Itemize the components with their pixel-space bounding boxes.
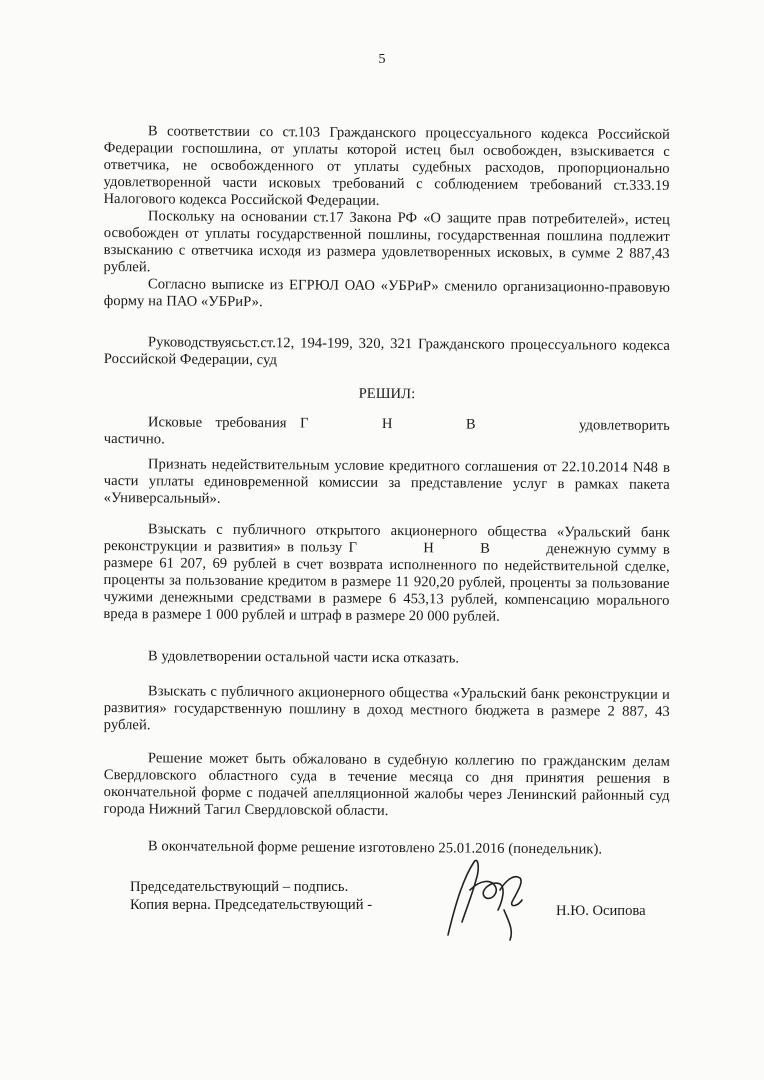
plaintiff-patronymic-initial: В [465, 416, 476, 433]
paragraph-text [103, 521, 670, 627]
paragraph-text: В окончательной форме решение изготовлено 25.01.2016 (понедельник). [147, 838, 603, 858]
paragraph-final-date [104, 838, 670, 859]
signature-line-copy: Копия верна. Председательствующий - [130, 897, 373, 913]
paragraph-court-fee-basis [103, 123, 670, 212]
redaction [476, 429, 566, 430]
paragraph-text: Решение может быть обжаловано в судебную коллегию по гражданским делам Свердловского областного суда в течение месяца со дня принятия решения в окончательной форме с подачей апелляционной жалобы через Ленинский районный суд города Нижний Тагил Свердловской области. [103, 750, 670, 819]
paragraph-egrul [104, 276, 670, 314]
decision-heading [104, 384, 670, 405]
paragraph-text: Поскольку на основании ст.17 Закона РФ «О защите прав потребителей», истец освобожден от уплаты государственной пошлины, государственная пошлина подлежит взысканию с ответчика исходя из размера удовлетворенных исковых, в сумме 2 887,43 рублей. [103, 208, 670, 276]
paragraph-guided-by [104, 334, 670, 372]
plaintiff-patronymic-initial: В [480, 540, 491, 557]
paragraph-text: Взыскать с публичного акционерного общества «Уральский банк реконструкции и развития» государственную пошлину в доход местного бюджета в размере 2 887, 43 рублей. [103, 683, 670, 734]
recover-intro: Взыскать с публичного открытого акционерного общества «Уральский банк реконструкции и развития» в пользу Г [103, 521, 670, 556]
paragraph-state-duty [104, 683, 670, 738]
plaintiff-surname-initial: Исковые требования Г [147, 414, 309, 432]
paragraph-consumer-law [104, 208, 670, 280]
paragraph-deny-rest [104, 648, 670, 669]
paragraph-text [104, 414, 670, 452]
page-number: 5 [378, 52, 386, 67]
paragraph-appeal [104, 750, 670, 822]
paragraph-claims-partial [104, 414, 670, 452]
paragraph-invalid-condition [104, 456, 670, 511]
paragraph-text: В удовлетворении остальной части иска отказать. [147, 648, 460, 667]
claims-result: удовлетворить частично. [103, 417, 670, 448]
paragraph-text: Признать недействительным условие кредитного соглашения от 22.10.2014 N48 в части уплаты единовременной комиссии за представление услуг в рамках пакета «Универсальный». [103, 456, 670, 507]
paragraph-text: Руководствуясьст.ст.12, 194-199, 320, 321 Гражданского процессуального кодекса Российской Федерации, суд [103, 334, 670, 369]
paragraph-text: Согласно выписке из ЕГРЮЛ ОАО «УБРиР» сменило организационно-правовую форму на ПАО «УБРиР». [103, 276, 670, 311]
heading-text: РЕШИЛ: [358, 385, 416, 403]
recover-amounts: денежную сумму в размере 61 207, 69 рублей в счет возврата исполненного по недействительной сделке, проценты за пользование кредитом в размере 11 920,20 рублей, проценты за пользование чужими денежными средствами в размере 6 453,13 рублей, компенсацию морального вреда в размере 1 000 рублей и штраф в размере 20 000 рублей. [103, 541, 670, 625]
plaintiff-name-initial: Н [423, 540, 434, 557]
handwritten-signature [440, 850, 550, 945]
signature-block [130, 878, 372, 914]
plaintiff-name-initial: Н [381, 415, 393, 433]
signature-line-presiding: Председательствующий – подпись. [130, 879, 349, 895]
paragraph-text: В соответствии со ст.103 Гражданского процессуального кодекса Российской Федерации госпошлина, от уплаты которой истец был освобожден, взыскивается с ответчика, не освобожденного от уплаты судебных расходов, пропорционально удовлетворенной части исковых требований с соблюдением требований ст.333.19 Налогового кодекса Российской Федерации. [103, 123, 670, 209]
paragraph-recover-sums [103, 521, 670, 627]
judge-name: Н.Ю. Осипова [556, 903, 646, 919]
